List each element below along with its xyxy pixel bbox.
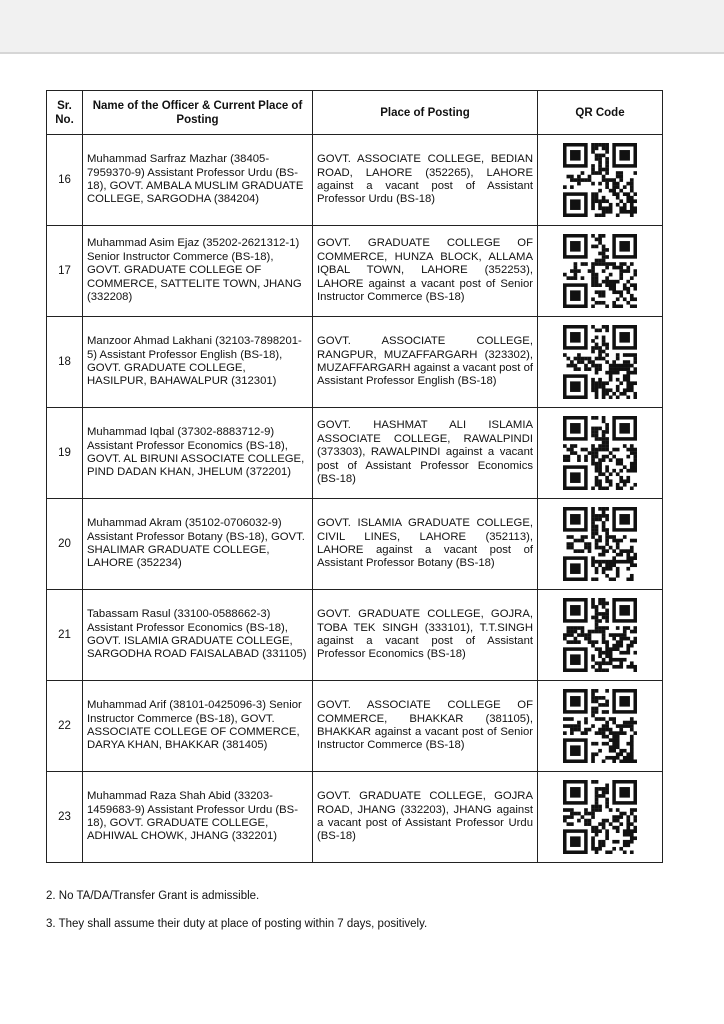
officer-cell: Muhammad Sarfraz Mazhar (38405-7959370-9) Assistant Professor Urdu (BS-18), GOVT. AMBALA MUSLIM GRADUATE COLLEGE, SARGODHA (384204)	[83, 135, 313, 226]
note-ta-da: 2. No TA/DA/Transfer Grant is admissible.	[46, 890, 260, 902]
qr-code-icon	[563, 507, 637, 581]
sr-no-cell: 19	[47, 408, 83, 499]
sr-no-cell: 18	[47, 317, 83, 408]
qr-cell	[538, 590, 663, 681]
officer-cell: Muhammad Raza Shah Abid (33203-1459683-9) Assistant Professor Urdu (BS-18), GOVT. GRADUATE COLLEGE, ADHIWAL CHOWK, JHANG (332201)	[83, 772, 313, 863]
viewer-top-bar	[0, 0, 724, 54]
sr-no-cell: 21	[47, 590, 83, 681]
table-row	[47, 590, 663, 681]
table-header-row	[47, 91, 663, 135]
table-row	[47, 772, 663, 863]
officer-cell: Manzoor Ahmad Lakhani (32103-7898201-5) Assistant Professor English (BS-18), GOVT. GRADUATE COLLEGE, HASILPUR, BAHAWALPUR (312301)	[83, 317, 313, 408]
posting-cell: GOVT. GRADUATE COLLEGE, GOJRA ROAD, JHANG (332203), JHANG against a vacant post of Assistant Professor Urdu (BS-18)	[313, 772, 538, 863]
officer-cell: Muhammad Asim Ejaz (35202-2621312-1) Senior Instructor Commerce (BS-18), GOVT. GRADUATE COLLEGE OF COMMERCE, SATTELITE TOWN, JHANG (332208)	[83, 226, 313, 317]
posting-cell: GOVT. GRADUATE COLLEGE, GOJRA, TOBA TEK SINGH (333101), T.T.SINGH against a vacant post of Assistant Professor Economics (BS-18)	[313, 590, 538, 681]
qr-cell	[538, 772, 663, 863]
document-page	[46, 90, 662, 863]
sr-no-cell: 20	[47, 499, 83, 590]
table-row	[47, 135, 663, 226]
qr-cell	[538, 408, 663, 499]
header-officer: Name of the Officer & Current Place of Posting	[83, 91, 313, 135]
sr-no-cell: 16	[47, 135, 83, 226]
posting-cell: GOVT. GRADUATE COLLEGE OF COMMERCE, HUNZA BLOCK, ALLAMA IQBAL TOWN, LAHORE (352253), LAHORE against a vacant post of Senior Instructor Commerce (BS-18)	[313, 226, 538, 317]
qr-cell	[538, 499, 663, 590]
note-assume-duty: 3. They shall assume their duty at place of posting within 7 days, positively.	[46, 918, 428, 930]
header-place-of-posting: Place of Posting	[313, 91, 538, 135]
posting-cell: GOVT. ASSOCIATE COLLEGE, RANGPUR, MUZAFFARGARH (323302), MUZAFFARGARH against a vacant post of Assistant Professor English (BS-18)	[313, 317, 538, 408]
qr-code-icon	[563, 416, 637, 490]
qr-code-icon	[563, 598, 637, 672]
qr-cell	[538, 317, 663, 408]
sr-no-cell: 22	[47, 681, 83, 772]
header-qr-code: QR Code	[538, 91, 663, 135]
qr-code-icon	[563, 780, 637, 854]
notes-section	[46, 890, 666, 946]
officer-cell: Muhammad Akram (35102-0706032-9) Assistant Professor Botany (BS-18), GOVT. SHALIMAR GRADUATE COLLEGE, LAHORE (352234)	[83, 499, 313, 590]
posting-cell: GOVT. ISLAMIA GRADUATE COLLEGE, CIVIL LINES, LAHORE (352113), LAHORE against a vacant post of Assistant Professor Botany (BS-18)	[313, 499, 538, 590]
postings-table	[46, 90, 663, 863]
qr-cell	[538, 681, 663, 772]
qr-code-icon	[563, 689, 637, 763]
officer-cell: Muhammad Iqbal (37302-8883712-9) Assistant Professor Economics (BS-18), GOVT. AL BIRUNI ASSOCIATE COLLEGE, PIND DADAN KHAN, JHELUM (372201)	[83, 408, 313, 499]
posting-cell: GOVT. ASSOCIATE COLLEGE, BEDIAN ROAD, LAHORE (352265), LAHORE against a vacant post of Assistant Professor Urdu (BS-18)	[313, 135, 538, 226]
officer-cell: Muhammad Arif (38101-0425096-3) Senior Instructor Commerce (BS-18), GOVT. ASSOCIATE COLLEGE OF COMMERCE, DARYA KHAN, BHAKKAR (381405)	[83, 681, 313, 772]
qr-cell	[538, 135, 663, 226]
table-row	[47, 226, 663, 317]
officer-cell: Tabassam Rasul (33100-0588662-3) Assistant Professor Economics (BS-18), GOVT. ISLAMIA GRADUATE COLLEGE, SARGODHA ROAD FAISALABAD (331105)	[83, 590, 313, 681]
qr-cell	[538, 226, 663, 317]
sr-no-cell: 17	[47, 226, 83, 317]
header-sr-no: Sr. No.	[47, 91, 83, 135]
table-row	[47, 499, 663, 590]
table-row	[47, 408, 663, 499]
posting-cell: GOVT. HASHMAT ALI ISLAMIA ASSOCIATE COLLEGE, RAWALPINDI (373303), RAWALPINDI against a vacant post of Assistant Professor Economics (BS-18)	[313, 408, 538, 499]
table-row	[47, 681, 663, 772]
table-row	[47, 317, 663, 408]
posting-cell: GOVT. ASSOCIATE COLLEGE OF COMMERCE, BHAKKAR (381105), BHAKKAR against a vacant post of Senior Instructor Commerce (BS-18)	[313, 681, 538, 772]
qr-code-icon	[563, 234, 637, 308]
qr-code-icon	[563, 143, 637, 217]
qr-code-icon	[563, 325, 637, 399]
sr-no-cell: 23	[47, 772, 83, 863]
